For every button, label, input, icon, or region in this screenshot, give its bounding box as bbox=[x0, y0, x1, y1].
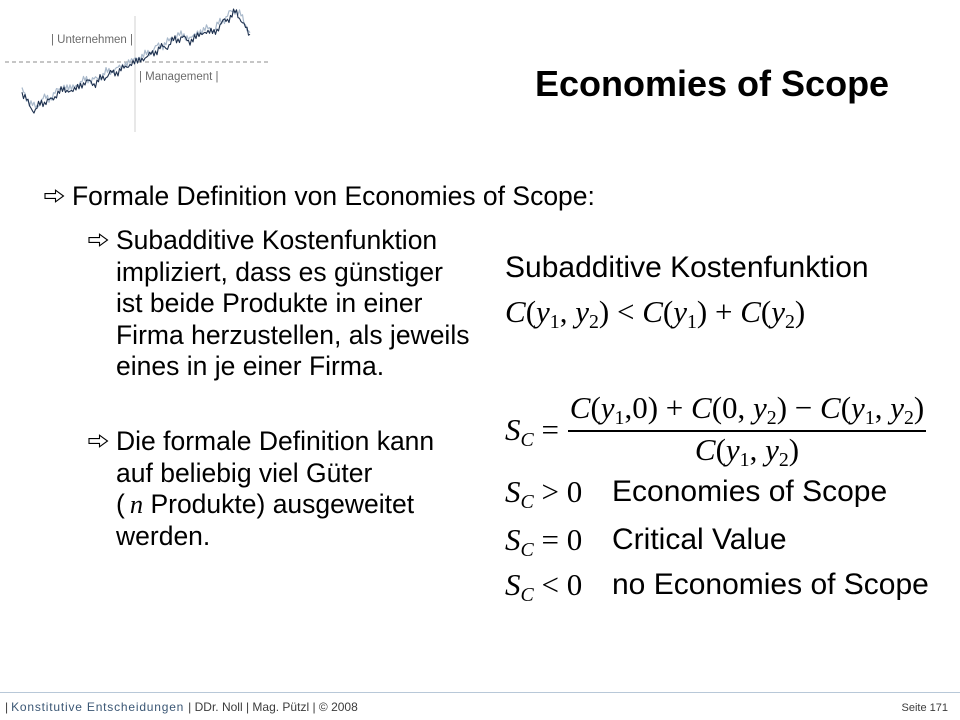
bullet-line: ist beide Produkte in einer bbox=[116, 288, 423, 318]
math-symbol: 1 bbox=[614, 407, 625, 430]
fraction-numerator bbox=[570, 390, 925, 430]
footer-divider bbox=[0, 692, 960, 693]
stock-line-dark bbox=[22, 9, 250, 113]
math-symbol: = 0 bbox=[533, 522, 583, 557]
math-symbol: 1 bbox=[549, 311, 560, 334]
slide-title: Economies of Scope bbox=[535, 63, 890, 104]
math-subscript bbox=[904, 407, 914, 429]
math-symbol: > 0 bbox=[533, 474, 583, 509]
math-symbol: = bbox=[533, 412, 559, 447]
math-variable: C bbox=[642, 294, 663, 329]
condition-expression bbox=[505, 567, 582, 607]
math-symbol: ) < bbox=[598, 294, 643, 329]
bullet-line: Subadditive Kostenfunktion bbox=[116, 225, 438, 255]
condition-expression bbox=[505, 522, 582, 562]
math-variable: y bbox=[725, 431, 740, 467]
bullet-line: impliziert, dass es günstiger bbox=[116, 256, 443, 287]
condition-label: Critical Value bbox=[612, 523, 787, 556]
math-variable: y bbox=[536, 294, 550, 329]
math-variable: S bbox=[505, 522, 521, 557]
math-subscript bbox=[865, 407, 875, 429]
math-variable: C bbox=[520, 491, 534, 514]
bullet-line: Die formale Definition kann bbox=[116, 426, 435, 456]
math-symbol: ( bbox=[662, 294, 674, 329]
math-subscript bbox=[687, 311, 697, 333]
math-symbol: 1 bbox=[864, 407, 875, 430]
math-symbol: ( bbox=[525, 294, 537, 329]
bullet-sub-generalization bbox=[116, 426, 434, 552]
bullet-line-open-paren: ( bbox=[116, 489, 125, 519]
math-variable: y bbox=[890, 390, 904, 425]
condition-expression bbox=[505, 474, 582, 514]
page-number: Seite 171 bbox=[901, 702, 948, 714]
fraction-denominator bbox=[695, 432, 799, 472]
math-variable: C bbox=[694, 431, 716, 467]
math-subscript bbox=[779, 449, 789, 471]
math-subscript bbox=[785, 311, 795, 333]
math-symbol: ( bbox=[840, 390, 852, 425]
math-subscript bbox=[740, 449, 750, 471]
math-symbol: ( bbox=[590, 390, 601, 425]
math-symbol: ( bbox=[715, 431, 726, 467]
math-subscript bbox=[521, 539, 534, 561]
math-symbol: 2 bbox=[588, 311, 599, 334]
math-symbol: ) + bbox=[696, 294, 741, 329]
math-symbol: 1 bbox=[686, 311, 697, 334]
math-variable: y bbox=[753, 390, 767, 425]
math-symbol: < 0 bbox=[533, 567, 583, 602]
bullet-line: werden. bbox=[116, 520, 211, 551]
bullet-sub-subadditivity bbox=[116, 225, 469, 383]
math-variable: C bbox=[520, 584, 534, 607]
math-variable: C bbox=[520, 429, 534, 452]
math-symbol: (0, bbox=[711, 390, 754, 425]
outline-arrow-right-icon bbox=[44, 189, 65, 203]
logo-label-unternehmen: | Unternehmen | bbox=[50, 34, 133, 46]
math-subscript bbox=[521, 584, 534, 606]
logo-label-management: | Management | bbox=[139, 71, 219, 83]
math-variable: C bbox=[691, 390, 712, 425]
math-symbol: 2 bbox=[785, 311, 795, 334]
math-variable: S bbox=[505, 567, 521, 602]
bullet-line bbox=[116, 489, 434, 521]
bullet-main: Formale Definition von Economies of Scope: bbox=[72, 181, 595, 211]
math-variable: C bbox=[820, 390, 841, 425]
math-symbol: 2 bbox=[766, 407, 777, 430]
math-variable: C bbox=[520, 539, 534, 562]
footer-lead-bar: | bbox=[5, 700, 9, 714]
bullet-line-rest: Produkte) ausgeweitet bbox=[143, 489, 415, 519]
footer-credits bbox=[5, 700, 358, 714]
math-symbol: ) − bbox=[776, 390, 821, 425]
logo bbox=[0, 0, 272, 135]
condition-label: Economies of Scope bbox=[612, 475, 888, 508]
outline-arrow-right-icon bbox=[88, 434, 109, 448]
math-symbol: 2 bbox=[778, 448, 789, 471]
math-variable: y bbox=[575, 294, 589, 329]
math-symbol: , bbox=[559, 294, 576, 329]
math-variable: y bbox=[673, 294, 687, 329]
footer-section-title: Konstitutive Entscheidungen bbox=[11, 700, 185, 714]
math-subscript bbox=[521, 429, 534, 451]
outline-arrow-right-icon bbox=[88, 233, 109, 247]
math-subscript bbox=[767, 407, 777, 429]
subadditivity-inequality bbox=[505, 294, 805, 334]
condition-label: no Economies of Scope bbox=[612, 568, 929, 601]
math-variable: C bbox=[569, 390, 591, 425]
math-variable: S bbox=[505, 474, 521, 509]
math-variable: C bbox=[740, 294, 761, 329]
math-symbol: 1 bbox=[739, 448, 750, 471]
math-variable: y bbox=[771, 294, 785, 329]
scope-ratio-fraction bbox=[568, 390, 926, 472]
math-subscript bbox=[550, 311, 560, 333]
math-symbol: ) bbox=[913, 390, 925, 425]
bullet-line: Firma herzustellen, als jeweils bbox=[116, 319, 470, 350]
math-symbol: , bbox=[749, 431, 766, 467]
math-symbol: 2 bbox=[904, 407, 914, 430]
math-variable: y bbox=[765, 431, 779, 467]
math-subscript bbox=[615, 407, 625, 429]
math-symbol: ) bbox=[794, 294, 806, 329]
math-subscript bbox=[589, 311, 599, 333]
stock-chart-logo-graphic bbox=[0, 0, 272, 135]
math-subscript bbox=[521, 491, 534, 513]
math-variable: S bbox=[505, 412, 521, 447]
bullet-line: eines in je einer Firma. bbox=[116, 351, 385, 381]
bullet-line: auf beliebig viel Güter bbox=[116, 457, 373, 488]
math-symbol: ) bbox=[788, 431, 800, 467]
math-symbol: ,0) + bbox=[624, 390, 692, 425]
formula-heading: Subadditive Kostenfunktion bbox=[505, 251, 869, 284]
math-variable: y bbox=[851, 390, 865, 425]
math-variable-n: n bbox=[129, 489, 144, 519]
math-symbol: ( bbox=[760, 294, 772, 329]
footer-authors: | DDr. Noll | Mag. Pützl | © 2008 bbox=[188, 700, 358, 714]
scope-ratio-lhs bbox=[505, 412, 559, 452]
math-variable: y bbox=[600, 390, 615, 425]
math-symbol: , bbox=[874, 390, 891, 425]
math-variable: C bbox=[505, 294, 526, 329]
